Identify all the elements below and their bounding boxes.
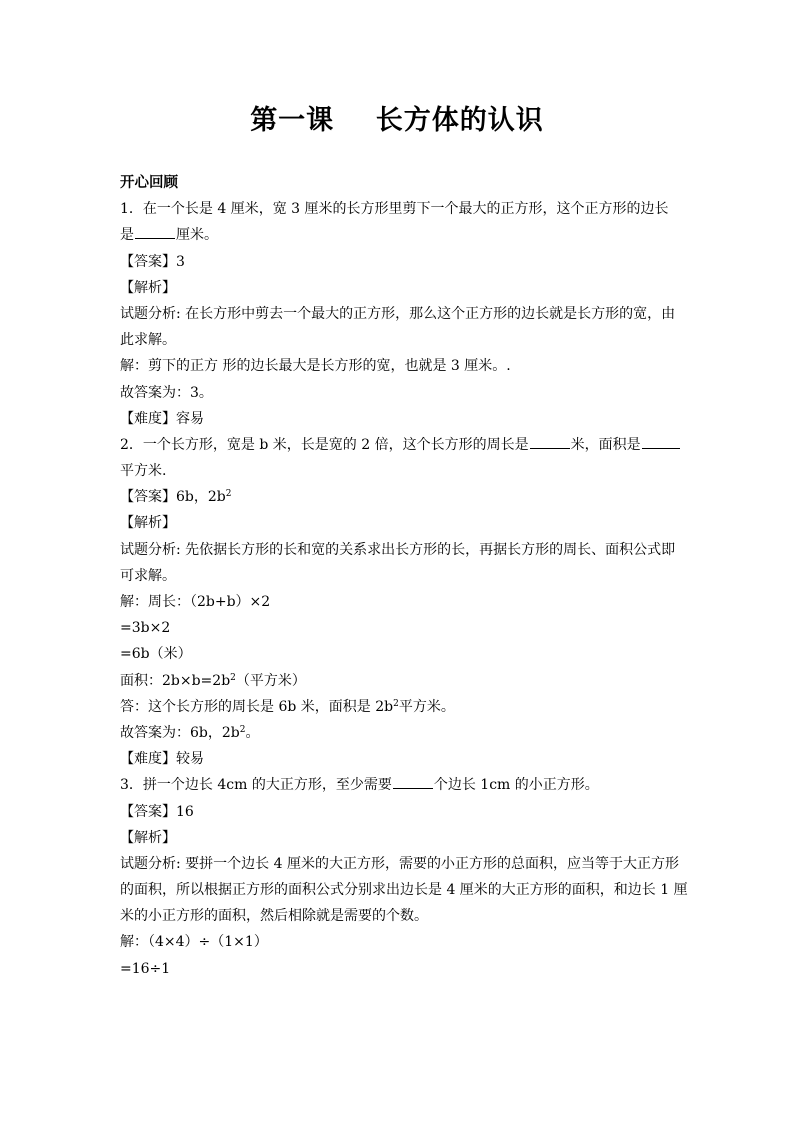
q2-reply-exponent: 2 bbox=[393, 698, 399, 709]
q2-text-line2: 平方米. bbox=[120, 463, 167, 480]
q2-final-exponent: 2 bbox=[239, 724, 246, 735]
q3-calc-line2: =16÷1 bbox=[120, 960, 171, 977]
q2-area-text: 面积：2b×b=2b bbox=[120, 672, 231, 689]
q1-explanation-line2: 此求解。 bbox=[120, 332, 176, 349]
q3-text-part2: 个边长 1cm 的小正方形。 bbox=[433, 777, 599, 794]
q2-final-text: 故答案为：6b，2b bbox=[120, 724, 240, 741]
q2-area-blank bbox=[642, 433, 680, 449]
q1-final-answer: 故答案为：3。 bbox=[120, 384, 213, 401]
q2-final-period: 。 bbox=[245, 724, 260, 741]
q1-text-line1: 1．在一个长是 4 厘米，宽 3 厘米的长方形里剪下一个最大的正方形，这个正方形的边长 bbox=[120, 201, 669, 218]
q3-text-line1 bbox=[120, 772, 680, 798]
q3-explanation-line1: 试题分析: 要拼一个边长 4 厘米的大正方形，需要的小正方形的总面积，应当等于大正方形 bbox=[120, 855, 679, 872]
q3-text-part1: 3．拼一个边长 4cm 的大正方形，至少需要 bbox=[120, 777, 392, 794]
q3-answer-blank bbox=[393, 773, 433, 789]
q2-area-unit: （平方米） bbox=[235, 672, 306, 689]
q2-calc-line2: =3b×2 bbox=[120, 620, 171, 637]
q2-text-part2: 米，面积是 bbox=[570, 436, 641, 453]
q2-answer-exponent: 2 bbox=[225, 489, 232, 500]
q2-difficulty: 【难度】较易 bbox=[120, 751, 204, 768]
q2-text-line1 bbox=[120, 432, 680, 458]
q1-solution: 解：剪下的正方 形的边长最大是长方形的宽，也就是 3 厘米。. bbox=[120, 358, 511, 375]
q3-explanation-line2: 的面积，所以根据正方形的面积公式分别求出边长是 4 厘米的大正方形的面积，和边长 1 厘 bbox=[120, 882, 688, 899]
q2-final-answer bbox=[120, 720, 680, 746]
page-title: 第一课 长方体的认识 bbox=[250, 105, 544, 136]
q2-reply bbox=[120, 694, 680, 720]
q2-text-part1: 2．一个长方形，宽是 b 米，长是宽的 2 倍，这个长方形的周长是 bbox=[120, 436, 529, 453]
q1-explanation-line1: 试题分析: 在长方形中剪去一个最大的正方形，那么这个正方形的边长就是长方形的宽，由 bbox=[120, 305, 676, 322]
q1-answer: 【答案】3 bbox=[120, 253, 185, 270]
q2-reply-text: 答：这个长方形的周长是 6b 米，面积是 2b bbox=[120, 698, 394, 715]
q2-reply-unit: 平方米。 bbox=[398, 698, 455, 715]
q2-explanation-line1: 试题分析: 先依据长方形的长和宽的关系求出长方形的长，再据长方形的周长、面积公式即 bbox=[120, 541, 676, 558]
q1-analysis-label: 【解析】 bbox=[120, 279, 176, 296]
q2-answer-text: 【答案】6b，2b bbox=[120, 489, 226, 506]
q1-text-line2 bbox=[120, 222, 680, 248]
q2-explanation-line2: 可求解。 bbox=[120, 567, 176, 584]
q1-prefix: 是 bbox=[120, 227, 134, 244]
q3-calc-line1: 解：（4×4）÷（1×1） bbox=[120, 934, 268, 951]
q3-analysis-label: 【解析】 bbox=[120, 829, 176, 846]
lesson-content bbox=[120, 170, 688, 982]
q2-calc-line3: =6b（米） bbox=[120, 646, 192, 663]
q2-analysis-label: 【解析】 bbox=[120, 515, 176, 532]
q2-area-exponent: 2 bbox=[230, 672, 236, 683]
q2-perimeter-blank bbox=[530, 433, 570, 449]
q1-answer-blank bbox=[135, 223, 175, 239]
q2-area-calc bbox=[120, 668, 680, 694]
q1-difficulty: 【难度】容易 bbox=[120, 410, 204, 427]
section-heading: 开心回顾 bbox=[120, 174, 178, 191]
q3-explanation-line3: 米的小正方形的面积，然后相除就是需要的个数。 bbox=[120, 908, 428, 925]
q1-suffix: 厘米。 bbox=[176, 227, 218, 244]
q2-answer bbox=[120, 484, 680, 510]
q3-answer: 【答案】16 bbox=[120, 803, 194, 820]
q2-calc-line1: 解：周长：（2b+b）×2 bbox=[120, 594, 271, 610]
